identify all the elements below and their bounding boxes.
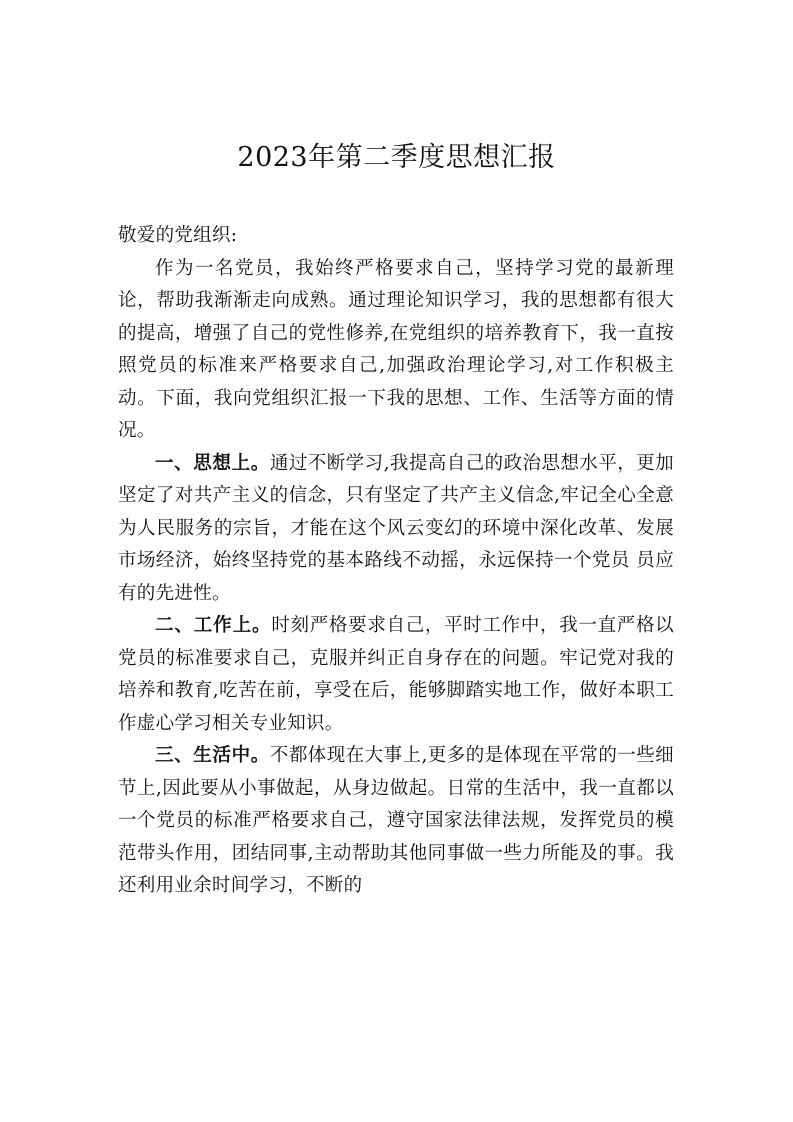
section-heading-thought: 一、思想上。 — [155, 452, 270, 474]
section-text-thought: 通过不断学习,我提高自己的政治思想水平，更加坚定了对共产主义的信念，只有坚定了共产主义信念,牢记全心全意为人民服务的宗旨，才能在这个风云变幻的环境中深化改革、发展市场经济，始终坚持党的基本路线不动摇，永远保持一个党员 员应有的先进性。 — [118, 452, 674, 604]
section-paragraph-work — [118, 610, 674, 740]
section-paragraph-life — [118, 740, 674, 903]
section-paragraph-thought — [118, 448, 674, 611]
section-text-life: 不都体现在大事上,更多的是体现在平常的一些细节上,因此要从小事做起，从身边做起。日常的生活中，我一直都以一个党员的标准严格要求自己，遵守国家法律法规，发挥党员的模范带头作用，团结同事,主动帮助其他同事做一些力所能及的事。我还利用业余时间学习，不断的 — [118, 745, 674, 896]
document-title: 2023年第二季度思想汇报 — [237, 142, 556, 173]
section-text-work: 时刻严格要求自己，平时工作中，我一直严格以党员的标准要求自己，克服并纠正自身存在的问题。牢记党对我的培养和教育,吃苦在前，享受在后，能够脚踏实地工作，做好本职工作虚心学习相关专业知识。 — [118, 615, 674, 734]
intro-paragraph: 作为一名党员，我始终严格要求自己，坚持学习党的最新理论，帮助我渐渐走向成熟。通过理论知识学习，我的思想都有很大的提高，增强了自己的党性修养,在党组织的培养教育下，我一直按照党员的标准来严格要求自己,加强政治理论学习,对工作积极主动。下面，我向党组织汇报一下我的思想、工作、生活等方面的情况。 — [118, 257, 674, 441]
document-body — [118, 220, 674, 903]
section-heading-work: 二、工作上。 — [155, 615, 272, 636]
salutation: 敬爱的党组织: — [118, 225, 238, 246]
section-heading-life: 三、生活中。 — [155, 745, 270, 766]
